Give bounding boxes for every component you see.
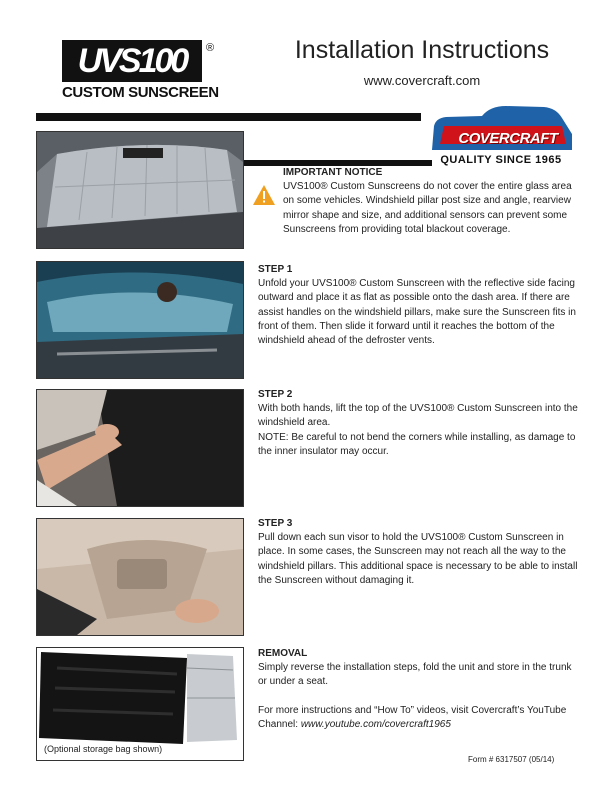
step2-note: NOTE: Be careful to not bend the corners while installing, as damage to the inner insulator may occur.: [258, 431, 576, 457]
form-number: Form # 6317507 (05/14): [468, 755, 555, 764]
removal-heading: REMOVAL: [258, 648, 308, 659]
removal-body: Simply reverse the installation steps, fold the unit and store in the trunk or under a seat.: [258, 662, 572, 688]
header-divider: [36, 113, 421, 121]
more-info-lead: For more instructions and “How To” videos, visit Covercraft’s YouTube Channel:: [258, 704, 567, 730]
website-url[interactable]: www.covercraft.com: [363, 73, 481, 88]
important-notice: [283, 166, 575, 237]
photo-caption: (Optional storage bag shown): [44, 744, 163, 754]
step-3: [258, 517, 578, 588]
step1-body: Unfold your UVS100® Custom Sunscreen with the reflective side facing outward and place it as flat as possible onto the dash area. If there are assist handles on the windshield pillars, make sure the Sunscreen fits in front of them. Then slide it forward until it reaches the bottom of the windshield ahead of the defroster vents.: [258, 278, 576, 347]
brand-name: COVERCRAFT: [458, 130, 558, 147]
warning-icon: [252, 184, 276, 206]
step2-body: With both hands, lift the top of the UVS100® Custom Sunscreen into the windshield area.: [258, 403, 578, 429]
covercraft-logo: [426, 104, 576, 170]
step3-body: Pull down each sun visor to hold the UVS100® Custom Sunscreen in place. In some cases, the Sunscreen may not reach all the way to the windshield pillars. This additional space is necessary to be able to install the Sunscreen without damaging it.: [258, 532, 578, 586]
step-1: [258, 263, 578, 348]
step-2: [258, 388, 578, 459]
step3-heading: STEP 3: [258, 518, 293, 529]
more-info-text: [258, 704, 578, 733]
step3-photo: [36, 518, 244, 636]
step2-heading: STEP 2: [258, 389, 293, 400]
step1-heading: STEP 1: [258, 264, 293, 275]
page-title: Installation Instructions: [294, 36, 550, 64]
step2-photo: [36, 389, 244, 507]
brand-tagline: QUALITY SINCE 1965: [426, 154, 576, 166]
logo-subtitle: CUSTOM SUNSCREEN: [62, 84, 219, 101]
removal-section: [258, 647, 578, 732]
uvs100-logo: [62, 40, 219, 102]
notice-body: UVS100® Custom Sunscreens do not cover the entire glass area on some vehicles. Windshield pillar post size and angle, rearview mirror shape and size, and additional sensors can prevent some Sunscreens from providing total blackout coverage.: [283, 181, 572, 235]
notice-heading: IMPORTANT NOTICE: [283, 167, 383, 178]
sunscreen-exterior-photo: [36, 131, 244, 249]
step1-photo: [36, 261, 244, 379]
logo-wordmark: UVS100: [62, 40, 202, 82]
youtube-link[interactable]: www.youtube.com/covercraft1965: [300, 718, 451, 730]
logo-registered-mark: ®: [206, 42, 215, 54]
